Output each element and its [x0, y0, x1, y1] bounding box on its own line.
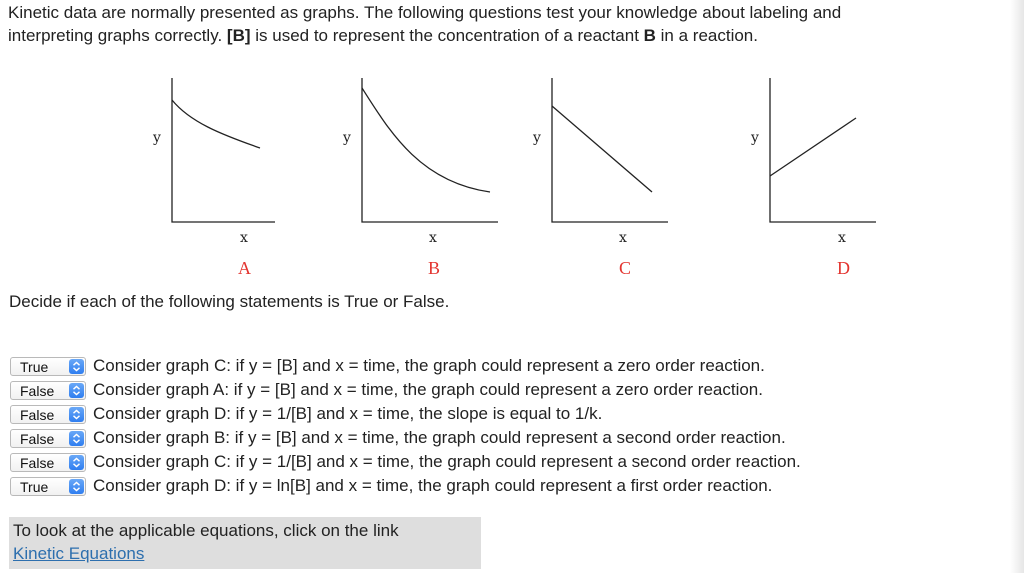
answer-select-4[interactable] — [10, 429, 86, 448]
statement-list — [10, 354, 801, 498]
updown-chevron-icon[interactable] — [69, 455, 84, 470]
select-value: True — [20, 478, 49, 495]
graph-d-y-label: y — [751, 130, 759, 146]
graph-b-curve — [362, 88, 490, 192]
intro-line-2e: in a reaction. — [655, 26, 758, 45]
graph-a-letter: A — [238, 258, 251, 278]
select-value: False — [20, 406, 55, 423]
answer-select-6[interactable] — [10, 477, 86, 496]
instructions-text: Decide if each of the following statements is True or False. — [9, 292, 450, 311]
equations-box — [9, 517, 481, 569]
intro-reactant-b: B — [643, 26, 656, 45]
kinetic-equations-link[interactable]: Kinetic Equations — [13, 544, 145, 563]
answer-select-5[interactable] — [10, 453, 86, 472]
graph-a — [150, 72, 280, 284]
graph-a-axes — [172, 78, 275, 222]
graph-a-y-label: y — [153, 130, 161, 146]
answer-select-2[interactable] — [10, 381, 86, 400]
intro-line-2a: interpreting graphs correctly. — [8, 26, 227, 45]
statement-text: Consider graph C: if y = [B] and x = time, the graph could represent a zero order reaction. — [93, 356, 765, 375]
statement-row — [10, 474, 801, 498]
graph-c — [530, 72, 660, 284]
graph-d-letter: D — [837, 258, 850, 278]
graph-b-plot — [340, 72, 500, 284]
updown-chevron-icon[interactable] — [69, 383, 84, 398]
intro-line-1: Kinetic data are normally presented as graphs. The following questions test your knowledge about labeling and — [8, 3, 842, 22]
statement-text: Consider graph D: if y = 1/[B] and x = time, the slope is equal to 1/k. — [93, 404, 603, 423]
equations-text: To look at the applicable equations, click on the link — [13, 521, 399, 540]
statement-text: Consider graph A: if y = [B] and x = time, the graph could represent a zero order reaction. — [93, 380, 763, 399]
answer-select-1[interactable] — [10, 357, 86, 376]
graph-a-x-label: x — [240, 230, 248, 246]
graph-d-x-label: x — [838, 230, 846, 246]
statement-row — [10, 354, 801, 378]
graph-c-line — [552, 106, 652, 192]
statement-row — [10, 450, 801, 474]
graph-c-y-label: y — [533, 130, 541, 146]
statement-row — [10, 402, 801, 426]
graph-b-letter: B — [428, 258, 441, 278]
intro-line-2c: is used to represent the concentration of a reactant — [250, 26, 644, 45]
statement-text: Consider graph B: if y = [B] and x = time, the graph could represent a second order reaction. — [93, 428, 786, 447]
statement-text: Consider graph C: if y = 1/[B] and x = time, the graph could represent a second order reaction. — [93, 452, 801, 471]
window-edge — [1010, 0, 1024, 573]
select-value: False — [20, 382, 55, 399]
graph-c-letter: C — [619, 258, 632, 278]
updown-chevron-icon[interactable] — [69, 407, 84, 422]
updown-chevron-icon[interactable] — [69, 359, 84, 374]
select-value: False — [20, 454, 55, 471]
intro-b-notation: [B] — [226, 26, 251, 45]
select-value: False — [20, 430, 55, 447]
graph-c-axes — [552, 78, 668, 222]
graph-b-axes — [362, 78, 498, 222]
graph-d — [748, 72, 878, 284]
answer-select-3[interactable] — [10, 405, 86, 424]
statement-row — [10, 426, 801, 450]
graph-d-plot — [748, 72, 878, 284]
graph-b-x-label: x — [429, 230, 437, 246]
graph-c-plot — [530, 72, 670, 284]
intro-text — [8, 1, 1008, 47]
statement-row — [10, 378, 801, 402]
statement-text: Consider graph D: if y = ln[B] and x = time, the graph could represent a first order reaction. — [93, 476, 773, 495]
updown-chevron-icon[interactable] — [69, 431, 84, 446]
select-value: True — [20, 358, 49, 375]
graph-b — [340, 72, 470, 284]
graph-a-plot — [150, 72, 280, 284]
updown-chevron-icon[interactable] — [69, 479, 84, 494]
graph-a-curve — [172, 100, 260, 148]
graph-b-y-label: y — [343, 130, 351, 146]
graph-d-axes — [770, 78, 876, 222]
graph-c-x-label: x — [619, 230, 627, 246]
graph-d-line — [770, 118, 856, 176]
